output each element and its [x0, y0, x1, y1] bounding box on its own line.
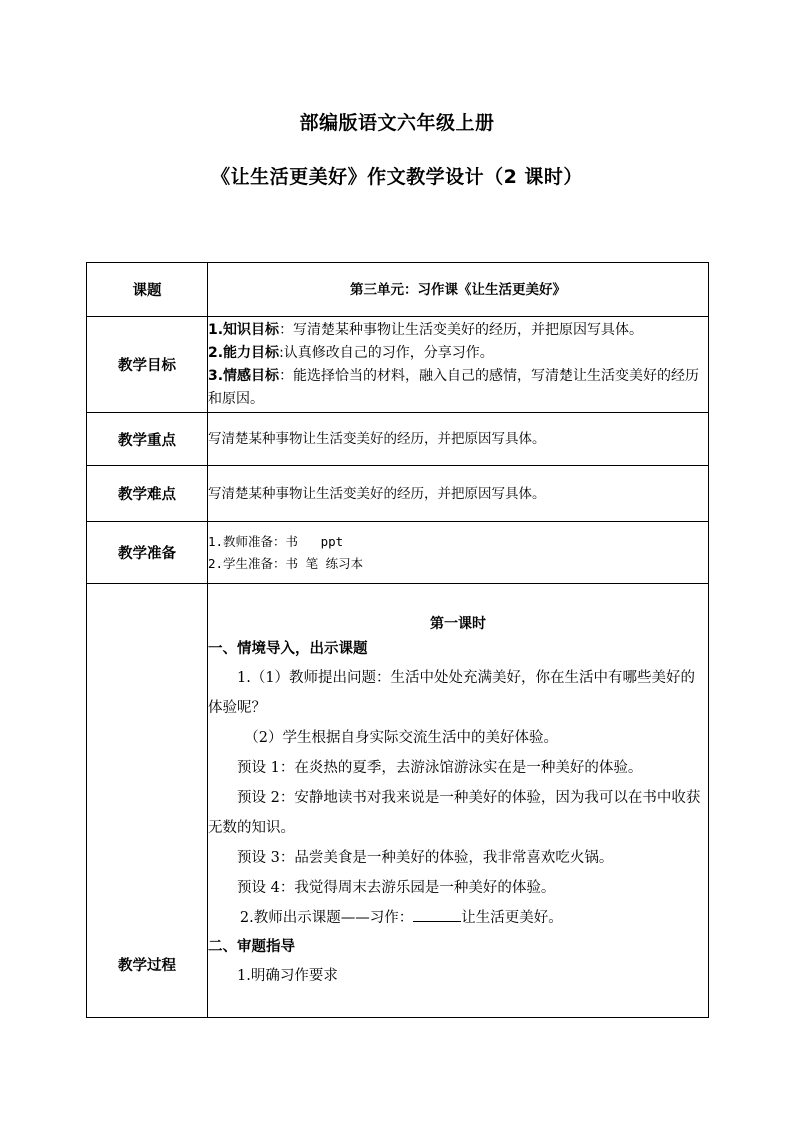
paragraph: 预设 1：在炎热的夏季，去游泳馆游泳实在是一种美好的体验。: [237, 759, 643, 776]
label-key-points: 教学重点: [87, 413, 208, 466]
section-heading-intro: 一、情境导入，出示课题: [208, 640, 368, 657]
row-process: [87, 584, 709, 1018]
section-heading-review: 二、审题指导: [208, 938, 295, 955]
key-points-value: 写清楚某种事物让生活变美好的经历，并把原因写具体。: [208, 413, 709, 466]
paragraph: 1.明确习作要求: [237, 967, 338, 984]
document-subtitle: 《让生活更美好》作文教学设计（2 课时）: [211, 166, 583, 188]
paragraph: 预设 4：我觉得周末去游乐园是一种美好的体验。: [237, 879, 556, 896]
lesson-plan-table: [86, 262, 709, 1018]
row-difficulties: [87, 466, 709, 522]
goal-item-ability: 2.能力目标:认真修改自己的习作，分享习作。: [208, 344, 494, 361]
fill-blank: [413, 907, 461, 922]
goal-item-emotion: 3.情感目标：能选择恰当的材料，融入自己的感情，写清楚让生活变美好的经历和原因。: [208, 367, 700, 407]
paragraph: 预设 3：品尝美食是一种美好的体验，我非常喜欢吃火锅。: [237, 849, 614, 866]
document-title: 部编版语文六年级上册: [299, 112, 495, 134]
prep-student: 2.学生准备：书 笔 练习本: [208, 555, 364, 571]
row-key-points: [87, 413, 709, 466]
process-content: [208, 584, 709, 1018]
prep-teacher: 1.教师准备：书 ppt: [208, 533, 344, 549]
row-preparation: [87, 522, 709, 584]
difficulties-value: 写清楚某种事物让生活变美好的经历，并把原因写具体。: [208, 466, 709, 522]
label-preparation: 教学准备: [87, 522, 208, 584]
lesson-heading: 第一课时: [430, 615, 486, 632]
paragraph: （2）学生根据自身实际交流生活中的美好体验。: [244, 729, 558, 746]
row-topic: [87, 263, 709, 317]
label-difficulties: 教学难点: [87, 466, 208, 522]
goals-content: [208, 317, 709, 413]
paragraph-topic: 2.教师出示课题——习作： 让生活更美好。: [208, 903, 708, 933]
label-topic: 课题: [87, 263, 208, 317]
goal-item-knowledge: 1.知识目标：写清楚某种事物让生活变美好的经历，并把原因写具体。: [208, 321, 644, 338]
label-goals: 教学目标: [87, 317, 208, 413]
paragraph: 1.（1）教师提出问题：生活中处处充满美好，你在生活中有哪些美好的体验呢？: [208, 669, 696, 716]
paragraph: 预设 2：安静地读书对我来说是一种美好的体验，因为我可以在书中收获无数的知识。: [208, 789, 701, 836]
row-goals: [87, 317, 709, 413]
topic-value: 第三单元：习作课《让生活更美好》: [208, 263, 709, 317]
label-process: 教学过程: [87, 584, 208, 1018]
preparation-content: [208, 522, 709, 584]
